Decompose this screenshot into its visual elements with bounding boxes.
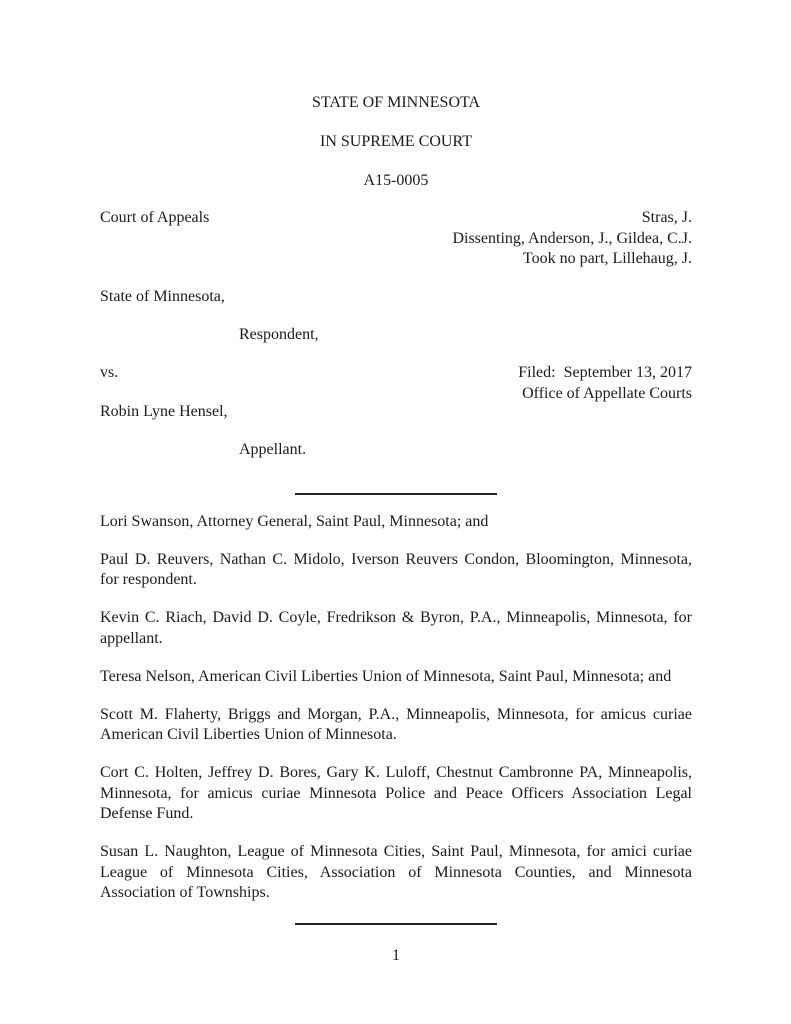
counsel-line: League of Minnesota Cities, Association of Minnesota Counties, and Minnesota <box>100 863 692 881</box>
counsel-line: Teresa Nelson, American Civil Liberties Union of Minnesota, Saint Paul, Minnesota; and <box>100 667 672 685</box>
counsel-line: Defense Fund. <box>100 805 194 822</box>
separator-rule-top <box>295 493 497 495</box>
justice-line-dissenting: Dissenting, Anderson, J., Gildea, C.J. <box>452 229 692 247</box>
justice-line-took-no-part: Took no part, Lillehaug, J. <box>522 250 692 267</box>
plaintiff-name: State of Minnesota, <box>100 288 225 305</box>
plaintiff-role: Respondent, <box>239 326 319 343</box>
counsel-line: Minnesota, for amicus curiae Minnesota Police and Peace Officers Association Legal <box>100 784 692 802</box>
versus-label: vs. <box>100 364 119 381</box>
counsel-section <box>100 512 692 904</box>
counsel-line: Kevin C. Riach, David D. Coyle, Fredrikson & Byron, P.A., Minneapolis, Minnesota, for <box>100 609 692 626</box>
filed-office-line: Office of Appellate Courts <box>522 384 692 402</box>
defendant-role: Appellant. <box>239 441 307 458</box>
counsel-paragraph <box>100 842 692 904</box>
counsel-line: Lori Swanson, Attorney General, Saint Paul, Minnesota; and <box>100 512 489 530</box>
origin-court: Court of Appeals <box>100 209 210 226</box>
case-number: A15-0005 <box>363 172 429 189</box>
counsel-line: for respondent. <box>100 571 197 588</box>
caption-origin-row <box>100 208 692 270</box>
counsel-paragraph <box>100 512 692 533</box>
counsel-line: Association of Townships. <box>100 884 270 901</box>
filed-date-line: Filed: September 13, 2017 <box>518 364 692 381</box>
counsel-paragraph <box>100 705 692 746</box>
counsel-line: American Civil Liberties Union of Minnesota. <box>100 726 397 743</box>
versus-row <box>100 363 692 404</box>
counsel-line: Cort C. Holten, Jeffrey D. Bores, Gary K. Luloff, Chestnut Cambronne PA, Minneapolis, <box>100 764 692 781</box>
defendant-name: Robin Lyne Hensel, <box>100 403 228 420</box>
justice-line-authoring: Stras, J. <box>641 209 692 226</box>
counsel-line: appellant. <box>100 629 163 647</box>
counsel-line: Susan L. Naughton, League of Minnesota Cities, Saint Paul, Minnesota, for amici curiae <box>100 843 692 860</box>
counsel-line: Scott M. Flaherty, Briggs and Morgan, P.A., Minneapolis, Minnesota, for amicus curiae <box>100 705 692 723</box>
page-number: 1 <box>392 946 400 964</box>
counsel-paragraph <box>100 550 692 591</box>
counsel-paragraph <box>100 667 692 688</box>
counsel-paragraph <box>100 763 692 825</box>
counsel-paragraph <box>100 608 692 649</box>
justice-lines <box>452 208 692 270</box>
counsel-line: Paul D. Reuvers, Nathan C. Midolo, Iverson Reuvers Condon, Bloomington, Minnesota, <box>100 550 692 568</box>
filing-block <box>518 363 692 404</box>
separator-rule-bottom <box>295 923 497 925</box>
header-court-line: IN SUPREME COURT <box>320 133 472 150</box>
header-state-line: STATE OF MINNESOTA <box>311 94 481 111</box>
